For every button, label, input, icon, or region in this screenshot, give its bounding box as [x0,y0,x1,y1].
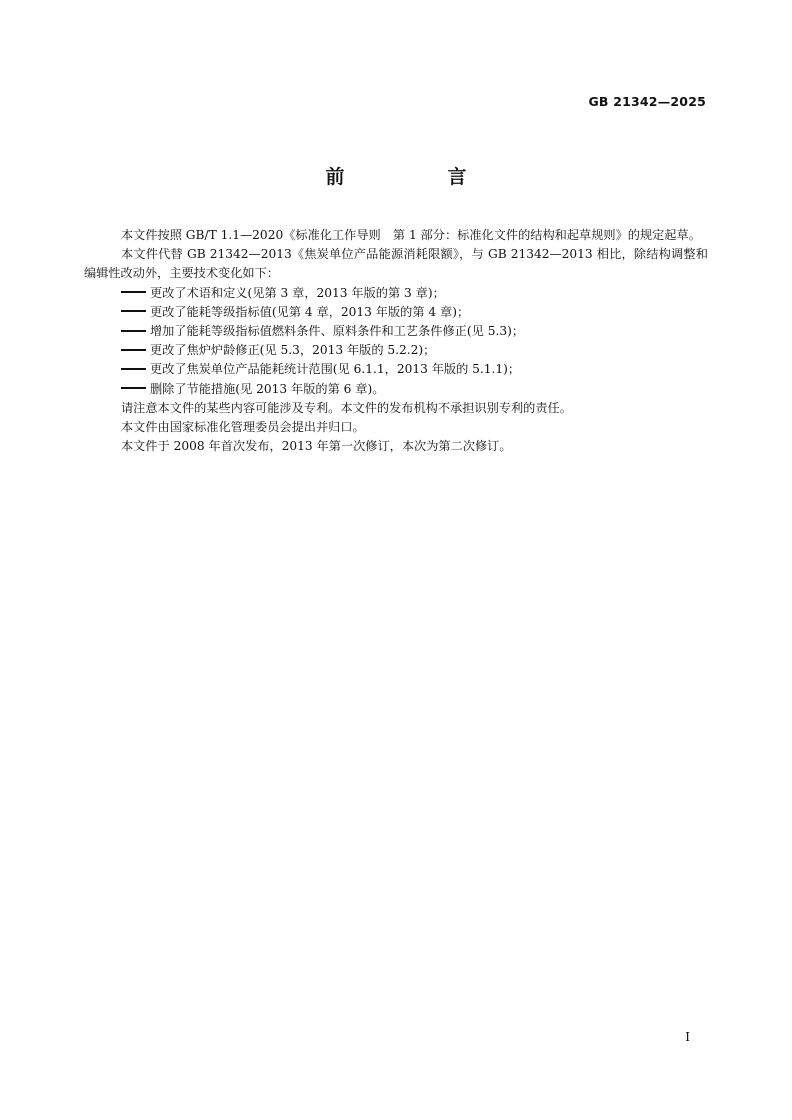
list-item [84,380,708,399]
list-item-text: 删除了节能措施(见 2013 年版的第 6 章)。 [150,381,385,396]
list-item [84,360,708,379]
patent-notice-paragraph: 请注意本文件的某些内容可能涉及专利。本文件的发布机构不承担识别专利的责任。 [121,400,572,415]
list-item-text: 更改了焦炭单位产品能耗统计范围(见 6.1.1，2013 年版的 5.1.1)； [150,362,521,377]
drafting-rules-paragraph: 本文件按照 GB/T 1.1—2020《标准化工作导则 第 1 部分：标准化文件的结构和起草规则》的规定起草。 [121,228,701,242]
list-item [84,341,708,360]
list-item [84,303,708,322]
page-title: 前 言 [325,166,509,188]
list-item [84,322,708,341]
list-item-text: 增加了能耗等级指标值燃料条件、原料条件和工艺条件修正(见 5.3)； [150,324,525,339]
page-number: I [685,1030,690,1044]
dash-marker [121,330,146,332]
foreword-body [84,226,708,456]
dash-marker [121,291,146,293]
list-item-text: 更改了焦炉炉龄修正(见 5.3，2013 年版的 5.2.2)； [150,343,436,358]
dash-marker [121,310,146,312]
technical-changes-list [84,284,708,399]
replacement-paragraph: 本文件代替 GB 21342—2013《焦炭单位产品能源消耗限额》，与 GB 21342—2013 相比，除结构调整和编辑性改动外，主要技术变化如下： [84,247,708,281]
list-item [84,284,708,303]
document-number: GB 21342—2025 [588,94,706,109]
list-item-text: 更改了术语和定义(见第 3 章，2013 年版的第 3 章)； [150,285,445,300]
dash-marker [121,368,146,370]
list-item-text: 更改了能耗等级指标值(见第 4 章，2013 年版的第 4 章)； [150,304,470,319]
proposer-paragraph: 本文件由国家标准化管理委员会提出并归口。 [121,420,365,435]
history-paragraph: 本文件于 2008 年首次发布，2013 年第一次修订，本次为第二次修订。 [121,439,512,454]
dash-marker [121,349,146,351]
dash-marker [121,387,146,389]
